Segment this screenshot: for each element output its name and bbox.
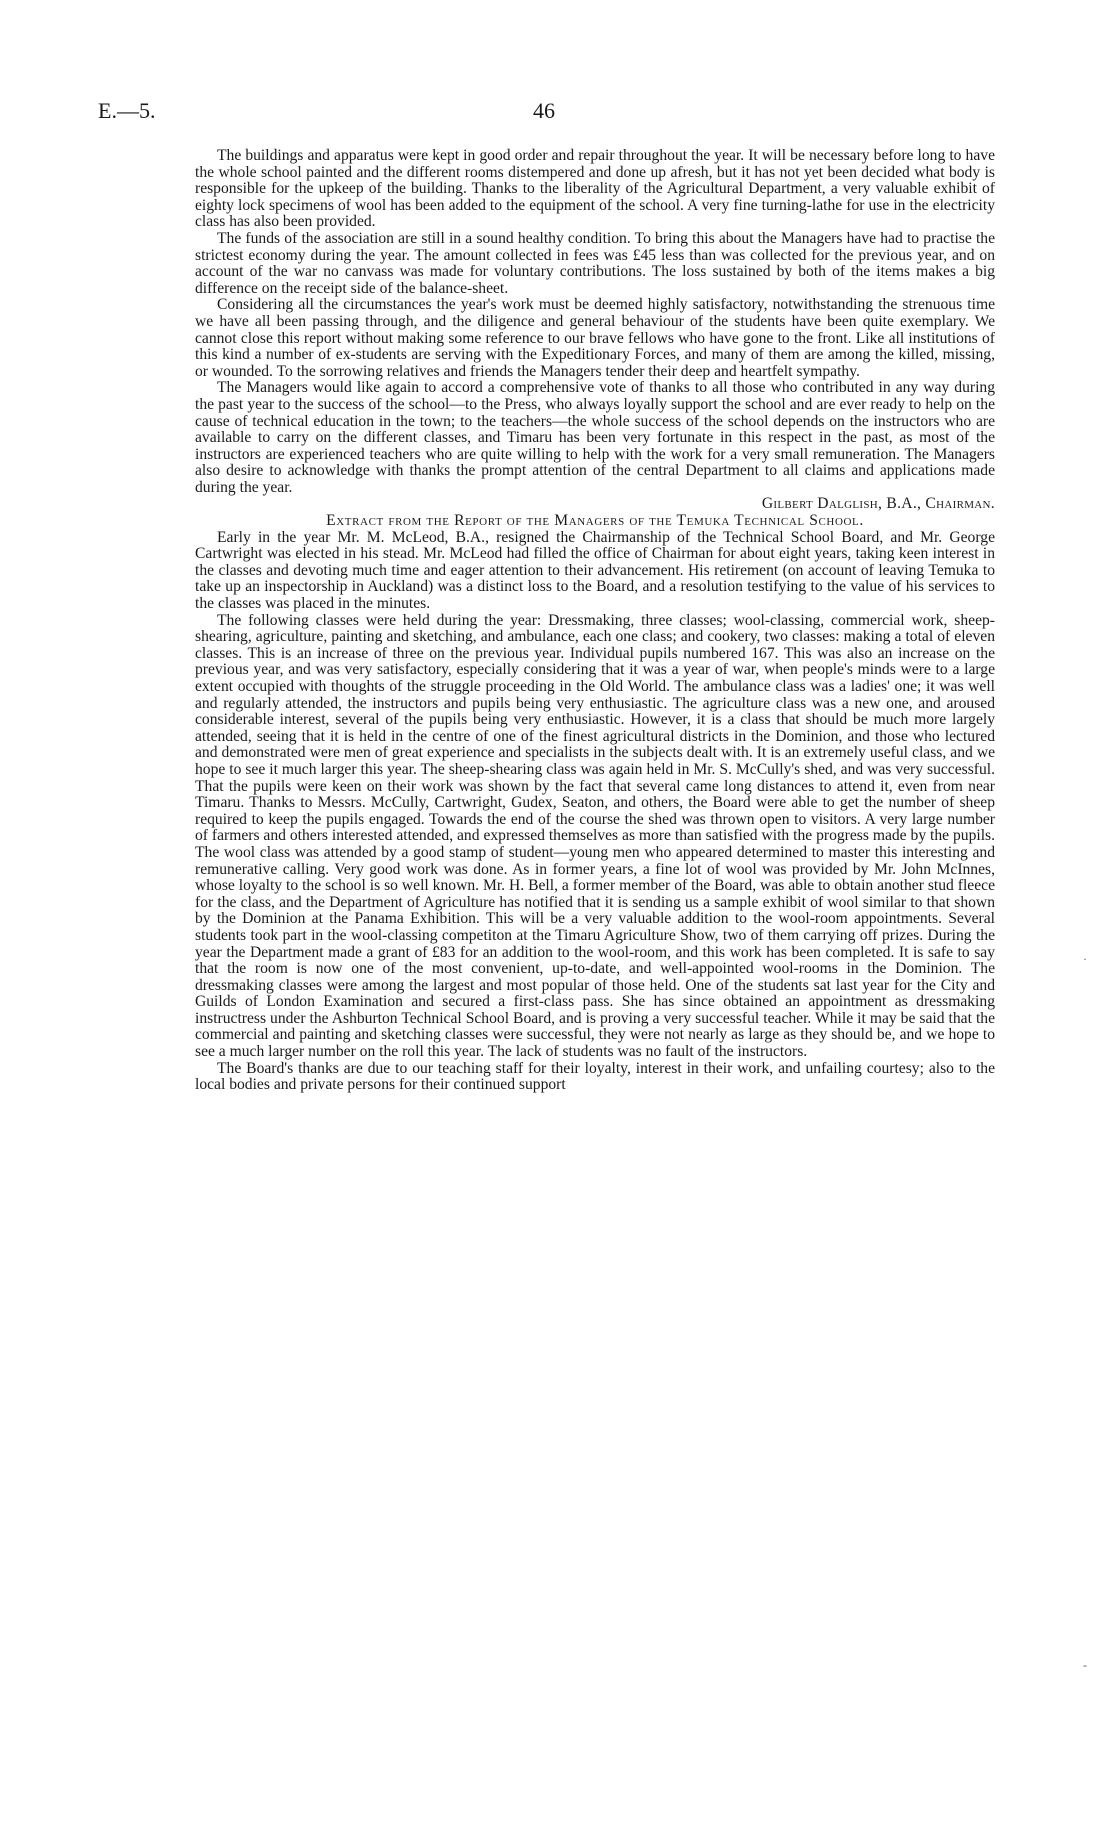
paragraph: The Board's thanks are due to our teaching staff for their loyalty, interest in their work, and unfailing courtesy; also to the local bodies and private persons for their continued support xyxy=(195,1059,995,1094)
paragraph: The Managers would like again to accord a comprehensive vote of thanks to all those who contributed in any way during the past year to the success of the school—to the Press, who always loyally support the school and are ever ready to help on the cause of technical education in the town; to the teachers—the whole success of the school depends on the instructors who are available to carry on the different classes, and Timaru has been very fortunate in this respect in the past, as most of the instructors are experienced teachers who are quite willing to help with the work for a very small remuneration. The Managers also desire to acknowledge with thanks the prompt attention of the central Department to all claims and applications made during the year. xyxy=(195,379,995,496)
signature: Gilbert Dalglish, B.A., Chairman. xyxy=(761,495,995,513)
page-number: 46 xyxy=(533,98,555,123)
page-header xyxy=(98,98,938,128)
paragraph: Early in the year Mr. M. McLeod, B.A., resigned the Chairmanship of the Technical School Board, and Mr. George Cartwright was elected in his stead. Mr. McLeod had filled the office of Chairman for about eight years, taking keen interest in the classes and devoting much time and eager attention to their advancement. His retirement (on account of leaving Temuka to take up an inspectorship in Auckland) was a distinct loss to the Board, and a resolution testifying to the value of his services to the classes was placed in the minutes. xyxy=(195,528,995,613)
paragraph: The following classes were held during the year: Dressmaking, three classes; wool-classing, commercial work, sheep-shearing, agriculture, painting and sketching, and ambulance, each one class; and cookery, two classes: making a total of eleven classes. This is an increase of three on the previous year. Individual pupils numbered 167. This was also an increase on the previous year, and was very satisfactory, especially considering that it was a year of war, when people's minds were to a large extent occupied with thoughts of the struggle proceeding in the Old World. The ambulance class was a ladies' one; it was well and regularly attended, the instructors and pupils being very enthusiastic. The agriculture class was a new one, and aroused considerable interest, several of the pupils being very enthusiastic. However, it is a class that should be much more largely attended, seeing that it is held in the centre of one of the finest agricultural districts in the Dominion, and those who lectured and demonstrated were men of great experience and specialists in the subjects dealt with. It is an extremely useful class, and we hope to see it much larger this year. The sheep-shearing class was again held in Mr. S. McCully's shed, and was very successful. That the pupils were keen on their work was shown by the fact that several came long distances to attend it, even from near Timaru. Thanks to Messrs. McCully, Cartwright, Gudex, Seaton, and others, the Board were able to get the number of sheep required to keep the pupils engaged. Towards the end of the course the shed was thrown open to visitors. A very large number of farmers and others interested attended, and expressed themselves as more than satisfied with the progress made by the pupils. The wool class was attended by a good stamp of student—young men who appeared determined to master this interesting and remunerative calling. Very good work was done. As in former years, a fine lot of wool was provided by Mr. John McInnes, whose loyalty to the school is so well known. Mr. H. Bell, a former member of the Board, was able to obtain another stud fleece for the class, and the Department of Agriculture has notified that it is sending us a sample exhibit of wool similar to that shown by the Dominion at the Panama Exhibition. This will be a very valuable addition to the wool-room appointments. Several students took part in the wool-classing competiton at the Timaru Agriculture Show, two of them carrying off prizes. During the year the Department made a grant of £83 for an addition to the wool-room, and this work has been completed. It is safe to say that the room is now one of the most convenient, up-to-date, and well-appointed wool-rooms in the Dominion. The dressmaking classes were among the largest and most popular of those held. One of the students sat last year for the City and Guilds of London Examination and secured a first-class pass. She has since obtained an appointment as dressmaking instructress under the Ashburton Technical School Board, and is proving a very successful teacher. While it may be said that the commercial and painting and sketching classes were successful, they were not nearly as large as they should be, and we hope to see a much larger number on the roll this year. The lack of students was no fault of the instructors. xyxy=(195,611,995,1061)
section-heading: Extract from the Report of the Managers of the Temuka Technical School. xyxy=(326,512,864,530)
paragraph: The buildings and apparatus were kept in good order and repair throughout the year. It will be necessary before long to have the whole school painted and the different rooms distempered and done up afresh, but it has not yet been decided what body is responsible for the upkeep of the building. Thanks to the liberality of the Agricultural Department, a very valuable exhibit of eighty lock specimens of wool has been added to the equipment of the school. A very fine turning-lathe for use in the electricity class has also been provided. xyxy=(195,147,995,231)
margin-speck: · xyxy=(1083,952,1087,966)
paragraph: Considering all the circumstances the year's work must be deemed highly satisfactory, notwithstanding the strenuous time we have all been passing through, and the diligence and general behaviour of the students have been quite exemplary. We cannot close this report without making some reference to our brave fellows who have gone to the front. Like all institutions of this kind a number of ex-students are serving with the Expeditionary Forces, and many of them are among the killed, missing, or wounded. To the sorrowing relatives and friends the Managers tender their deep and heartfelt sympathy. xyxy=(195,296,995,380)
margin-speck: ‑ xyxy=(1083,1658,1087,1672)
document-code: E.—5. xyxy=(98,98,156,123)
body-text xyxy=(195,148,995,1094)
paragraph: The funds of the association are still in a sound healthy condition. To bring this about the Managers have had to practise the strictest economy during the year. The amount collected in fees was £45 less than was collected for the previous year, and on account of the war no canvass was made for voluntary contributions. The loss sustained by both of the items makes a big difference on the receipt side of the balance-sheet. xyxy=(195,229,995,297)
